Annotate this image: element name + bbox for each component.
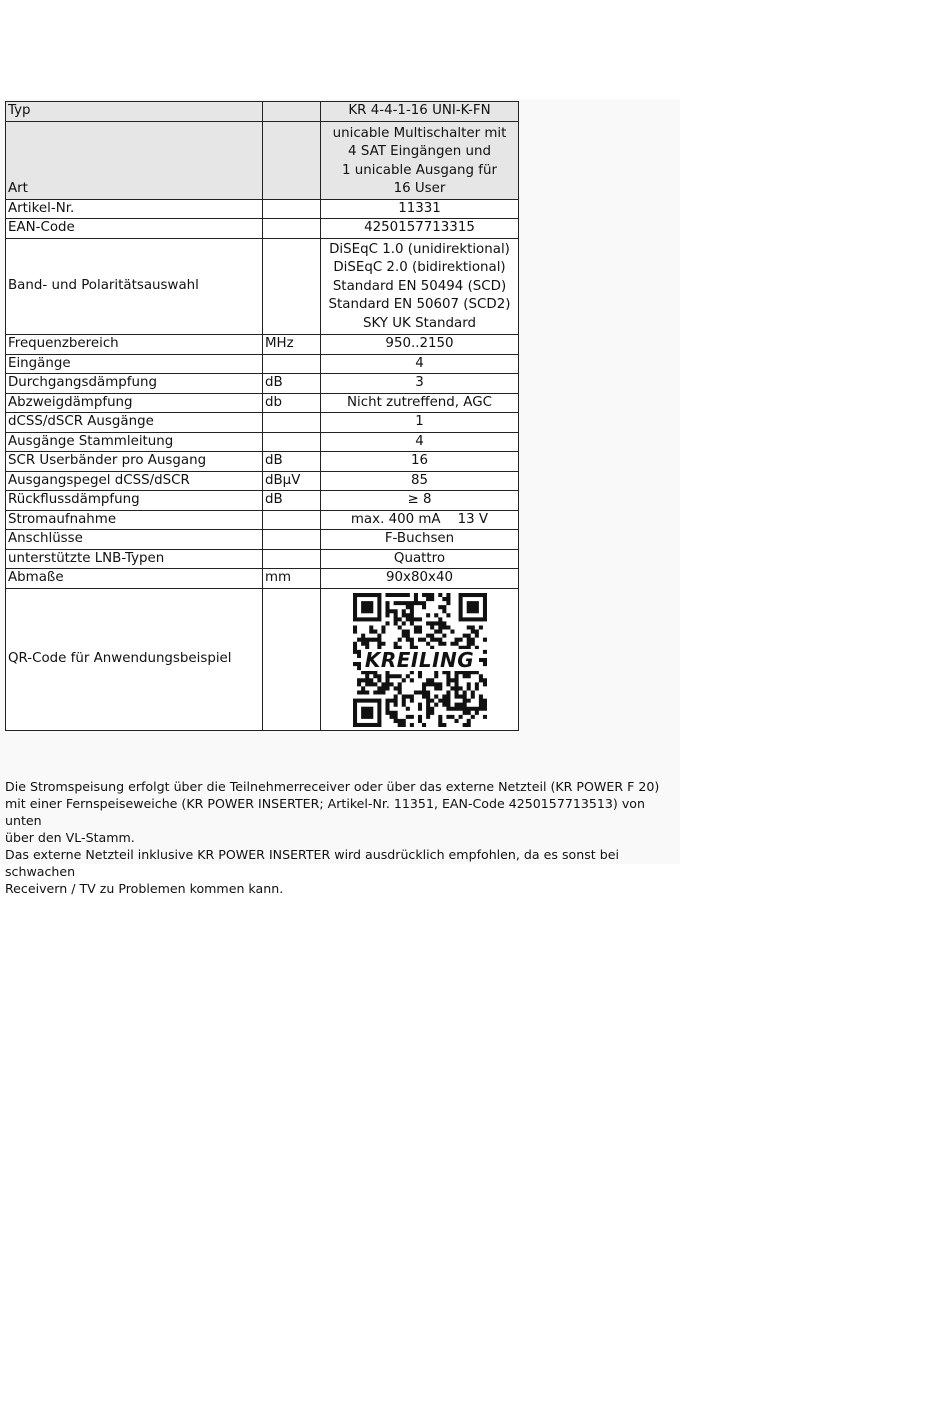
row-value: 950..2150: [321, 335, 519, 355]
row-value: 4250157713315: [321, 219, 519, 239]
note-line: mit einer Fernspeiseweiche (KR POWER INSERTER; Artikel-Nr. 11351, EAN-Code 4250157713513) von unten: [5, 796, 645, 828]
note-line: über den VL-Stamm.: [5, 830, 135, 845]
table-row: [6, 121, 519, 199]
row-unit: db: [263, 393, 321, 413]
table-row: [6, 238, 519, 335]
row-unit: [263, 121, 321, 199]
row-unit: [263, 432, 321, 452]
row-value: 4: [321, 354, 519, 374]
row-unit: dB: [263, 491, 321, 511]
row-label: SCR Userbänder pro Ausgang: [6, 452, 263, 472]
row-label: Eingänge: [6, 354, 263, 374]
row-label: Art: [6, 121, 263, 199]
row-label: Frequenzbereich: [6, 335, 263, 355]
row-value: F-Buchsen: [321, 530, 519, 550]
row-value: Quattro: [321, 549, 519, 569]
row-label: Ausgänge Stammleitung: [6, 432, 263, 452]
row-value: 3: [321, 374, 519, 394]
power-supply-note: [5, 778, 685, 897]
note-line: Die Stromspeisung erfolgt über die Teilnehmerreceiver oder über das externe Netzteil (KR POWER F 20): [5, 779, 660, 794]
row-label: Abzweigdämpfung: [6, 393, 263, 413]
table-row: [6, 413, 519, 433]
row-value: 11331: [321, 199, 519, 219]
row-unit: [263, 219, 321, 239]
row-unit: [263, 413, 321, 433]
row-value: max. 400 mA 13 V: [321, 510, 519, 530]
spec-table: [5, 101, 519, 731]
table-row: [6, 199, 519, 219]
table-row-qr: [6, 588, 519, 730]
table-row: [6, 354, 519, 374]
kreiling-logo: KREILING: [361, 649, 479, 671]
table-row: [6, 491, 519, 511]
qr-cell: [321, 588, 519, 730]
row-unit: [263, 354, 321, 374]
row-label: Anschlüsse: [6, 530, 263, 550]
row-unit: dB: [263, 452, 321, 472]
note-line: Das externe Netzteil inklusive KR POWER INSERTER wird ausdrücklich empfohlen, da es sonst bei schwachen: [5, 847, 619, 879]
row-value: ≥ 8: [321, 491, 519, 511]
row-value: unicable Multischalter mit 4 SAT Eingängen und 1 unicable Ausgang für 16 User: [321, 121, 519, 199]
row-unit: [263, 199, 321, 219]
row-label: Rückflussdämpfung: [6, 491, 263, 511]
note-line: Receivern / TV zu Problemen kommen kann.: [5, 881, 284, 896]
row-label: Artikel-Nr.: [6, 199, 263, 219]
row-value: DiSEqC 1.0 (unidirektional) DiSEqC 2.0 (bidirektional) Standard EN 50494 (SCD) Standard EN 50607 (SCD2) SKY UK Standard: [321, 238, 519, 335]
row-label: Typ: [6, 102, 263, 122]
table-row: [6, 510, 519, 530]
row-label: dCSS/dSCR Ausgänge: [6, 413, 263, 433]
row-unit: [263, 238, 321, 335]
row-value: 4: [321, 432, 519, 452]
table-row: [6, 102, 519, 122]
row-unit: MHz: [263, 335, 321, 355]
table-row: [6, 219, 519, 239]
row-unit: [263, 588, 321, 730]
row-label: Durchgangsdämpfung: [6, 374, 263, 394]
table-row: [6, 549, 519, 569]
row-value: KR 4-4-1-16 UNI-K-FN: [321, 102, 519, 122]
qr-code[interactable]: [353, 593, 487, 727]
row-value: 1: [321, 413, 519, 433]
table-row: [6, 374, 519, 394]
row-label: Band- und Polaritätsauswahl: [6, 238, 263, 335]
row-label: Ausgangspegel dCSS/dSCR: [6, 471, 263, 491]
table-row: [6, 432, 519, 452]
table-row: [6, 452, 519, 472]
table-row: [6, 569, 519, 589]
row-value: 85: [321, 471, 519, 491]
qr-label: QR-Code für Anwendungsbeispiel: [6, 588, 263, 730]
row-value: Nicht zutreffend, AGC: [321, 393, 519, 413]
table-row: [6, 471, 519, 491]
row-unit: mm: [263, 569, 321, 589]
row-label: unterstützte LNB-Typen: [6, 549, 263, 569]
row-value: 16: [321, 452, 519, 472]
table-row: [6, 393, 519, 413]
row-unit: [263, 510, 321, 530]
row-label: EAN-Code: [6, 219, 263, 239]
row-unit: [263, 102, 321, 122]
row-label: Abmaße: [6, 569, 263, 589]
row-label: Stromaufnahme: [6, 510, 263, 530]
row-value: 90x80x40: [321, 569, 519, 589]
table-row: [6, 530, 519, 550]
row-unit: dBμV: [263, 471, 321, 491]
row-unit: dB: [263, 374, 321, 394]
row-unit: [263, 530, 321, 550]
table-row: [6, 335, 519, 355]
row-unit: [263, 549, 321, 569]
